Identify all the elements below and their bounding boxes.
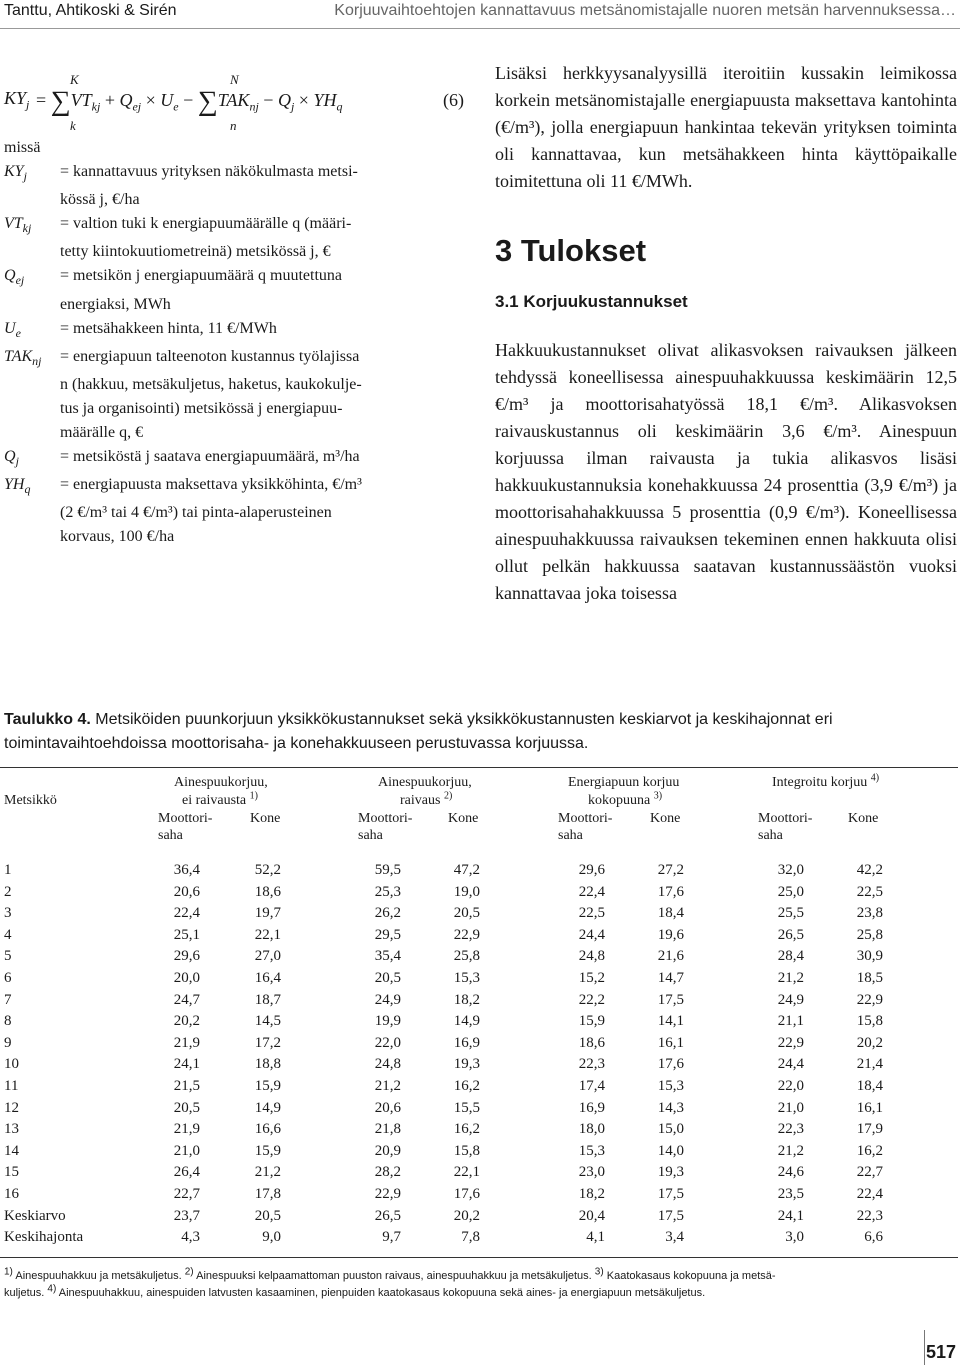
table-cell: 25,1 — [173, 926, 200, 943]
table-cell: 27,0 — [254, 948, 281, 965]
table-cell: 15,5 — [453, 1099, 480, 1116]
table-cell: 17,9 — [856, 1121, 883, 1138]
table-cell: 23,5 — [777, 1186, 804, 1202]
table-cell: 22,0 — [374, 1034, 401, 1051]
table-cell: 24,9 — [777, 991, 804, 1008]
table-cell: 24,9 — [374, 991, 401, 1008]
table-cell: 20,5 — [374, 970, 401, 986]
equation-body: = $\sum VT_{kj} + Q_{ej} \times U_e - \sum TAK_{nj} - Q_j \times YH_q$ — [36, 86, 343, 117]
group-header-3-line2: kokopuuna $^{3)}$ — [588, 790, 663, 808]
table-cell: 20,5 — [254, 1207, 281, 1224]
table-cell: 28,4 — [777, 948, 804, 965]
table-cell: 18,2 — [453, 991, 480, 1008]
section-heading: 3 Tulokset — [495, 233, 647, 268]
row-label: 10 — [4, 1056, 19, 1073]
definition-text: korvaus, 100 €/ha — [60, 528, 175, 546]
equation-number: (6) — [443, 90, 464, 110]
table-cell: 20,2 — [173, 1013, 200, 1030]
table-cell: 47,2 — [453, 862, 480, 878]
col-header-stand: Metsikkö — [4, 793, 57, 808]
table-cell: 21,5 — [173, 1078, 200, 1094]
table-cell: 30,9 — [856, 948, 883, 965]
table-cell: 24,4 — [777, 1056, 804, 1073]
row-label: 8 — [4, 1013, 12, 1030]
table-cell: 22,9 — [777, 1034, 804, 1051]
table-cell: 24,1 — [777, 1207, 804, 1224]
group-header-1-line2: ei raivausta $^{1)}$ — [182, 790, 258, 808]
left-column — [4, 60, 474, 549]
header-title: Korjuuvaihtoehtojen kannattavuus metsänomistajalle nuoren metsän harvennuksessa… — [334, 2, 956, 19]
definition-text: = valtion tuki k energiapuumäärälle q (määri- — [60, 215, 352, 233]
definition-text: määrälle q, € — [60, 423, 144, 441]
table-cell: 16,9 — [453, 1034, 480, 1051]
definition-line — [4, 397, 474, 421]
page-number: 517 — [925, 1342, 956, 1362]
table-cell: 22,7 — [856, 1164, 883, 1181]
table-cell: 25,0 — [777, 883, 804, 900]
table-top-rule — [0, 767, 958, 768]
table-cell: 16,2 — [856, 1142, 883, 1159]
definition-line — [4, 525, 474, 549]
table-cell: 22,4 — [856, 1186, 883, 1202]
table-cell: 23,8 — [856, 905, 883, 922]
sum1-upper: K — [70, 72, 79, 87]
table-cell: 15,9 — [254, 1142, 281, 1159]
sum2-upper: N — [230, 72, 239, 87]
table-cell: 18,7 — [254, 991, 281, 1008]
table-cell: 25,8 — [856, 926, 883, 943]
definition-symbol — [4, 501, 60, 525]
table-cell: 15,2 — [578, 970, 605, 986]
table-cell: 21,4 — [856, 1056, 883, 1073]
group-header-2-line1: Ainespuukorjuu, — [378, 775, 472, 790]
table-cell: 24,7 — [173, 991, 200, 1008]
definition-symbol — [4, 397, 60, 421]
table-cell: 22,0 — [777, 1078, 804, 1094]
table-cell: 15,3 — [578, 1142, 605, 1159]
table-cell: 18,5 — [856, 970, 883, 986]
col-subheader: Kone — [250, 811, 281, 826]
row-label: 3 — [4, 905, 12, 922]
definition-text: = energiapuun talteenoton kustannus työlajissa — [60, 347, 360, 365]
table-cell: 6,6 — [864, 1229, 883, 1246]
col-subheader: saha — [758, 828, 783, 843]
table-cell: 15,0 — [657, 1121, 684, 1138]
table-cell: 16,2 — [453, 1078, 480, 1094]
definition-line — [4, 160, 474, 188]
table-cell: 21,1 — [777, 1013, 804, 1030]
table-cell: 21,2 — [254, 1164, 281, 1181]
table-cell: 20,2 — [453, 1207, 480, 1224]
table-cell: 20,2 — [856, 1034, 883, 1051]
table-caption — [4, 708, 958, 756]
definition-line — [4, 264, 474, 292]
table-cell: 4,1 — [586, 1229, 605, 1246]
table-cell: 21,2 — [374, 1078, 401, 1094]
table-cell: 21,9 — [173, 1121, 200, 1138]
equation-lhs: $KY_j$ — [4, 88, 30, 112]
row-label: 15 — [4, 1164, 19, 1181]
table-cell: 22,7 — [173, 1186, 200, 1202]
table-cell: 35,4 — [374, 948, 401, 965]
table-cell: 14,0 — [657, 1142, 684, 1159]
table-cell: 16,1 — [657, 1034, 684, 1051]
table-cell: 19,7 — [254, 905, 281, 922]
row-label: 2 — [4, 883, 12, 900]
definition-text: n (hakkuu, metsäkuljetus, haketus, kaukokulje- — [60, 375, 362, 393]
table-cell: 21,9 — [173, 1034, 200, 1051]
table-cell: 15,9 — [254, 1078, 281, 1094]
right-column — [495, 60, 957, 607]
table-cell: 24,4 — [578, 926, 605, 943]
table-cell: 25,8 — [453, 948, 480, 965]
row-label: Keskihajonta — [4, 1229, 84, 1246]
table-cell: 29,5 — [374, 926, 401, 943]
col-subheader: Kone — [650, 811, 681, 826]
table-cell: 36,4 — [173, 862, 200, 878]
table-cell: 22,4 — [578, 883, 605, 900]
table-cell: 19,0 — [453, 883, 480, 900]
table-cell: 15,3 — [657, 1078, 684, 1094]
row-label: 9 — [4, 1034, 12, 1051]
definition-text: tus ja organisointi) metsikössä j energiapuu- — [60, 399, 343, 417]
table-cell: 18,4 — [657, 905, 684, 922]
row-label: 6 — [4, 970, 12, 986]
row-label: 11 — [4, 1078, 19, 1094]
table-cell: 18,0 — [578, 1121, 605, 1138]
table-cell: 17,6 — [657, 1056, 684, 1073]
definition-symbol: $TAK_{nj}$ — [4, 347, 42, 368]
table-cell: 52,2 — [254, 862, 281, 878]
table-cell: 20,0 — [173, 970, 200, 986]
table-cell: 17,5 — [657, 1207, 684, 1224]
table-cell: 25,5 — [777, 905, 804, 922]
table-cell: 14,3 — [657, 1099, 684, 1116]
table-cell: 22,1 — [453, 1164, 480, 1181]
table-cell: 17,5 — [657, 991, 684, 1008]
table-cell: 9,0 — [262, 1229, 281, 1246]
table-cell: 16,1 — [856, 1099, 883, 1116]
table-cell: 14,1 — [657, 1013, 684, 1030]
table-bottom-rule — [0, 1257, 958, 1258]
group-header-4-line1: Integroitu korjuu $^{4)}$ — [772, 772, 880, 790]
definition-symbol — [4, 240, 60, 264]
table-cell: 22,9 — [374, 1186, 401, 1202]
table-cell: 26,2 — [374, 905, 401, 922]
table-cell: 19,6 — [657, 926, 684, 943]
table-cell: 24,1 — [173, 1056, 200, 1073]
row-label: Keskiarvo — [4, 1207, 66, 1224]
table-cell: 20,9 — [374, 1142, 401, 1159]
header-rule — [0, 28, 960, 29]
definition-line — [4, 421, 474, 445]
paragraph-sensitivity: Lisäksi herkkyysanalyysillä iteroitiin kussakin leimikossa korkein metsänomistajalle energiapuusta maksettava kantohinta (€/m³), jolla energiapuun hankintaa tekevän yrityksen toiminta oli kannattavaa, kun metsähakkeen hinta käyttöpaikalle toimitettuna oli 11 €/MWh. — [495, 63, 957, 191]
table-cell: 22,9 — [856, 991, 883, 1008]
sum2-lower: n — [230, 118, 237, 133]
definition-symbol — [4, 421, 60, 445]
definition-line — [4, 373, 474, 397]
table-cell: 15,8 — [856, 1013, 883, 1030]
row-label: 12 — [4, 1099, 19, 1116]
definition-symbol — [4, 525, 60, 549]
table-footnote: $^{1)}$ Ainespuuhakkuu ja metsäkuljetus. $^{2)}$ Ainespuuksi kelpaamattoman puuston raivaus, ainespuuhakkuu ja metsäkuljetus. $^{3)}$ Kaatokasaus kokopuuna ja metsä- kuljetus. $^{4)}$ Ainespuuhakkuu, ainespuiden latvusten kasaaminen, pienpuiden kaatokasaus kokopuuna sekä aines- ja energiapuun metsäkuljetus. — [4, 1266, 776, 1299]
table-cell: 18,4 — [856, 1078, 883, 1094]
table-cell: 16,9 — [578, 1099, 605, 1116]
table-cell: 25,3 — [374, 883, 401, 900]
table-cell: 59,5 — [374, 862, 401, 878]
table-cell: 20,5 — [453, 905, 480, 922]
definition-line — [4, 317, 474, 345]
table-cell: 21,2 — [777, 1142, 804, 1159]
table-cell: 17,4 — [578, 1078, 605, 1094]
col-subheader: Kone — [848, 811, 879, 826]
table-cell: 16,6 — [254, 1121, 281, 1138]
table-cell: 19,3 — [453, 1056, 480, 1073]
table-cell: 18,2 — [578, 1186, 605, 1202]
table-cell: 26,4 — [173, 1164, 200, 1181]
table-cell: 23,7 — [173, 1207, 200, 1224]
definition-text: = metsikön j energiapuumäärä q muutettuna — [60, 267, 342, 285]
header-authors: Tanttu, Ahtikoski & Sirén — [4, 2, 177, 19]
definition-symbol — [4, 373, 60, 397]
table-cell: 22,9 — [453, 926, 480, 943]
table-cell: 15,8 — [453, 1142, 480, 1159]
table-cell: 22,5 — [856, 883, 883, 900]
table-cell: 21,0 — [777, 1099, 804, 1116]
definition-symbol — [4, 188, 60, 212]
table-cell: 29,6 — [578, 862, 605, 878]
group-header-1-line1: Ainespuukorjuu, — [174, 775, 268, 790]
definition-line — [4, 445, 474, 473]
definition-symbol: $KY_j$ — [4, 163, 27, 184]
definition-text: kössä j, €/ha — [60, 191, 140, 209]
table-cell: 20,4 — [578, 1207, 605, 1224]
missa-label: missä — [4, 139, 41, 156]
table-cell: 18,6 — [578, 1034, 605, 1051]
table-cell: 22,3 — [777, 1121, 804, 1138]
row-label: 16 — [4, 1186, 19, 1202]
table-cell: 21,8 — [374, 1121, 401, 1138]
definition-line — [4, 473, 474, 501]
table-cell: 17,8 — [254, 1186, 281, 1202]
definition-text: = metsähakkeen hinta, 11 €/MWh — [60, 319, 277, 337]
table-cell: 3,4 — [665, 1229, 684, 1246]
table-cell: 28,2 — [374, 1164, 401, 1181]
definitions-list — [4, 160, 474, 549]
equation-6 — [4, 60, 474, 140]
col-subheader: saha — [358, 828, 383, 843]
table-cell: 17,2 — [254, 1034, 281, 1051]
table-cell: 16,4 — [254, 970, 281, 986]
col-subheader: Moottori- — [158, 811, 213, 826]
table-cell: 21,0 — [173, 1142, 200, 1159]
running-header — [0, 0, 960, 26]
definition-line — [4, 345, 474, 373]
table-cell: 19,9 — [374, 1013, 401, 1030]
definition-symbol — [4, 293, 60, 317]
definition-symbol: $Q_{ej}$ — [4, 267, 25, 288]
definition-line — [4, 188, 474, 212]
col-subheader: Moottori- — [358, 811, 413, 826]
row-label: 5 — [4, 948, 12, 965]
table-cell: 19,3 — [657, 1164, 684, 1181]
table-cell: 32,0 — [777, 862, 804, 878]
table-cell: 14,5 — [254, 1013, 281, 1030]
table-cell: 18,8 — [254, 1056, 281, 1073]
table-cell: 24,8 — [578, 948, 605, 965]
row-label: 4 — [4, 926, 12, 943]
table-cell: 22,2 — [578, 991, 605, 1008]
table-cell: 20,6 — [173, 883, 200, 900]
table-cell: 7,8 — [461, 1229, 480, 1246]
table-cell: 22,1 — [254, 926, 281, 943]
col-subheader: saha — [558, 828, 583, 843]
definition-symbol: $U_e$ — [4, 319, 21, 340]
group-header-2-line2: raivaus $^{2)}$ — [400, 790, 453, 808]
table-cell: 27,2 — [657, 862, 684, 878]
definition-symbol: $YH_q$ — [4, 476, 31, 497]
sum1-lower: k — [70, 118, 76, 133]
col-subheader: saha — [158, 828, 183, 843]
definition-symbol: $Q_j$ — [4, 447, 19, 469]
table-cell: 21,6 — [657, 948, 684, 965]
subsection-heading: 3.1 Korjuukustannukset — [495, 292, 688, 311]
table-cell: 14,9 — [453, 1013, 480, 1030]
table-cell: 22,3 — [856, 1207, 883, 1224]
row-label: 13 — [4, 1121, 19, 1138]
definition-line — [4, 501, 474, 525]
table-cell: 42,2 — [856, 862, 883, 878]
definition-text: = metsiköstä j saatava energiapuumäärä, m³/ha — [60, 447, 360, 465]
table-cell: 24,8 — [374, 1056, 401, 1073]
table-cell: 17,6 — [657, 883, 684, 900]
table-cell: 26,5 — [777, 926, 804, 943]
caption-text: Metsiköiden puunkorjuun yksikkökustannukset sekä yksikkökustannusten keskiarvot ja keskihajonnat eri toimintavaihtoehdoissa moottorisaha- ja konehakkuuseen perustuvassa korjuussa. — [4, 711, 833, 752]
table-cell: 22,3 — [578, 1056, 605, 1073]
table-cell: 24,6 — [777, 1164, 804, 1181]
col-subheader: Moottori- — [758, 811, 813, 826]
col-subheader: Moottori- — [558, 811, 613, 826]
caption-label: Taulukko 4. — [4, 711, 91, 728]
table-cell: 29,6 — [173, 948, 200, 965]
table-cell: 15,9 — [578, 1013, 605, 1030]
definition-text: tetty kiintokuutiometreinä) metsikössä j, € — [60, 243, 331, 261]
table-cell: 23,0 — [578, 1164, 605, 1181]
definition-symbol: $VT_{kj}$ — [4, 215, 32, 236]
table-cell: 9,7 — [382, 1229, 401, 1246]
table-cell: 14,7 — [657, 970, 684, 986]
table-cell: 22,4 — [173, 905, 200, 922]
paragraph-harvest-costs: Hakkuukustannukset olivat alikasvoksen raivauksen jälkeen tehdyssä koneellisessa ainespuuhakkuussa keskimäärin 12,5 €/m³ ja moottorisahatyössä 18,1 €/m³. Alikasvoksen raivauskustannus oli keskimäärin 3,6 €/m³. Ainespuun korjuussa ilman raivausta ja tukia alikasvos lisäsi hakkuukustannuksia konehakkuussa 24 prosenttia (3,9 €/m³) ja moottorisahahakkuussa 5 prosenttia (0,9 €/m³). Koneellisessa ainespuuhakkuussa raivauksen tekeminen ennen hakkuuta olisi ollut pelkän hakkuussa saatavan kustannussäästön vuoksi kannattavaa joka toisessa — [495, 340, 957, 603]
col-subheader: Kone — [448, 811, 479, 826]
table-cell: 26,5 — [374, 1207, 401, 1224]
table-cell: 16,2 — [453, 1121, 480, 1138]
row-label: 7 — [4, 991, 12, 1008]
row-label: 14 — [4, 1142, 19, 1159]
group-header-3-line1: Energiapuun korjuu — [568, 775, 680, 790]
table-cell: 15,3 — [453, 970, 480, 986]
page-number-rule — [924, 1330, 925, 1365]
table-cell: 4,3 — [181, 1229, 200, 1246]
table-cell: 20,6 — [374, 1099, 401, 1116]
table-cell: 17,6 — [453, 1186, 480, 1202]
definition-line — [4, 212, 474, 240]
table-cell: 22,5 — [578, 905, 605, 922]
table-cell: 20,5 — [173, 1099, 200, 1116]
table-cell: 17,5 — [657, 1186, 684, 1202]
definition-text: = energiapuusta maksettava yksikköhinta, €/m³ — [60, 476, 362, 494]
table-cell: 18,6 — [254, 883, 281, 900]
row-label: 1 — [4, 862, 12, 878]
definition-line — [4, 240, 474, 264]
definition-text: (2 €/m³ tai 4 €/m³) tai pinta-alaperusteinen — [60, 504, 332, 522]
table-cell: 14,9 — [254, 1099, 281, 1116]
table-cell: 3,0 — [785, 1229, 804, 1246]
definition-text: = kannattavuus yrityksen näkökulmasta metsi- — [60, 163, 358, 180]
definition-text: energiaksi, MWh — [60, 295, 171, 313]
definition-line — [4, 293, 474, 317]
table-cell: 21,2 — [777, 970, 804, 986]
